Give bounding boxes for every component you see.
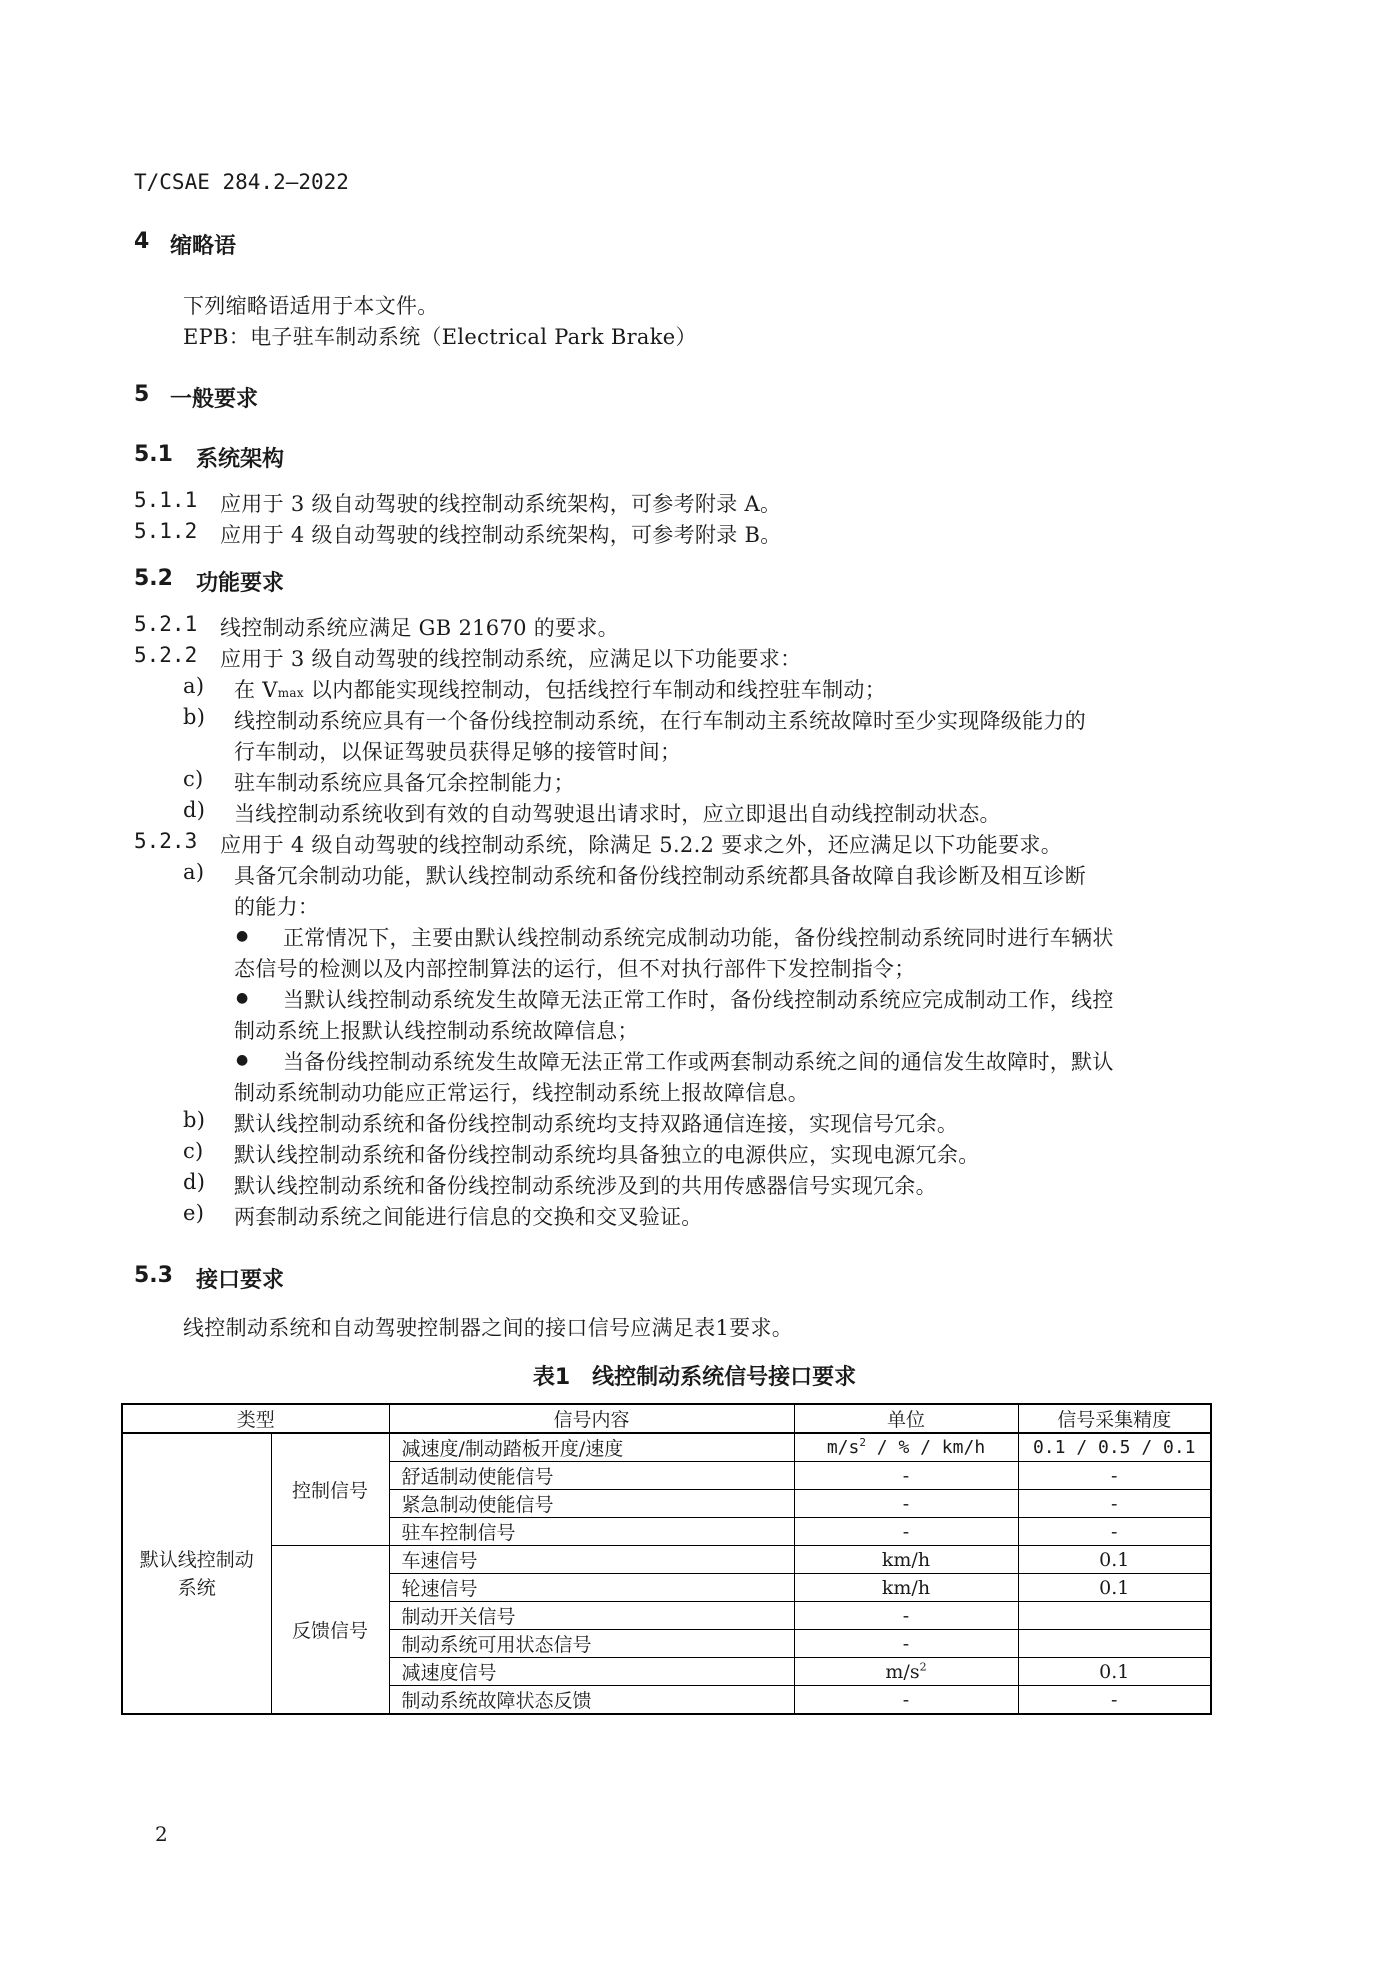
- table-row: [122, 1546, 1211, 1574]
- subtype-control-cell: 控制信号: [271, 1433, 389, 1546]
- section-4-paragraph-1: 下列缩略语适用于本文件。: [183, 294, 439, 318]
- table-header-row: [122, 1404, 1211, 1433]
- signal-cell: 驻车控制信号: [389, 1518, 794, 1546]
- bullet-text: 正常情况下，主要由默认线控制动系统完成制动功能，备份线控制动系统同时进行车辆状: [283, 926, 1114, 950]
- section-5-1-number: 5.1: [134, 442, 173, 467]
- list-item-marker: a): [183, 860, 205, 884]
- precision-cell: -: [1018, 1490, 1211, 1518]
- bullet-text-continued: 制动系统上报默认线控制动系统故障信息；: [234, 1019, 639, 1043]
- list-item-marker: e): [183, 1201, 205, 1225]
- precision-cell: 0.1: [1018, 1546, 1211, 1574]
- clause-5-2-2-number: 5.2.2: [134, 643, 198, 667]
- signal-cell: 紧急制动使能信号: [389, 1490, 794, 1518]
- signal-cell: 舒适制动使能信号: [389, 1462, 794, 1490]
- section-5-3-title: 接口要求: [196, 1268, 285, 1293]
- unit-cell: -: [794, 1518, 1018, 1546]
- list-item-text-continued: 行车制动，以保证驾驶员获得足够的接管时间；: [234, 740, 682, 764]
- clause-5-1-1-number: 5.1.1: [134, 488, 198, 512]
- section-5-1-title: 系统架构: [196, 447, 285, 472]
- type-group-cell: [122, 1433, 271, 1714]
- clause-5-1-2-number: 5.1.2: [134, 519, 198, 543]
- clause-5-2-3-text: 应用于 4 级自动驾驶的线控制动系统，除满足 5.2.2 要求之外，还应满足以下功能要求。: [220, 833, 1062, 857]
- unit-cell: -: [794, 1490, 1018, 1518]
- list-item-text: 当线控制动系统收到有效的自动驾驶退出请求时，应立即退出自动线控制动状态。: [234, 802, 1001, 826]
- signal-cell: 车速信号: [389, 1546, 794, 1574]
- list-item-marker: d): [183, 1170, 206, 1194]
- unit-cell: $m/s^2$ / % / km/h: [794, 1433, 1018, 1462]
- column-header-precision: 信号采集精度: [1018, 1404, 1211, 1433]
- list-item-marker: c): [183, 1139, 204, 1163]
- signal-cell: 制动开关信号: [389, 1602, 794, 1630]
- bullet-text-continued: 态信号的检测以及内部控制算法的运行，但不对执行部件下发控制指令；: [234, 957, 916, 981]
- unit-cell: km/h: [794, 1546, 1018, 1574]
- list-item-text: 两套制动系统之间能进行信息的交换和交叉验证。: [234, 1205, 703, 1229]
- unit-cell: -: [794, 1462, 1018, 1490]
- list-item-text-continued: 的能力：: [234, 895, 320, 919]
- section-4-number: 4: [134, 229, 150, 254]
- unit-cell: -: [794, 1686, 1018, 1715]
- clause-5-2-3-number: 5.2.3: [134, 829, 198, 853]
- unit-cell: $m/s^2$: [794, 1658, 1018, 1686]
- list-item-text: 默认线控制动系统和备份线控制动系统涉及到的共用传感器信号实现冗余。: [234, 1174, 937, 1198]
- bullet-icon: ●: [236, 928, 249, 944]
- list-item-text: 在 Vmax 以内都能实现线控制动，包括线控行车制动和线控驻车制动；: [234, 678, 887, 702]
- document-code: T/CSAE 284.2—2022: [134, 170, 349, 194]
- section-5-number: 5: [134, 382, 150, 407]
- bullet-icon: ●: [236, 1052, 249, 1068]
- clause-5-2-1-text: 线控制动系统应满足 GB 21670 的要求。: [220, 616, 619, 640]
- section-5-3-number: 5.3: [134, 1263, 173, 1288]
- list-item-marker: c): [183, 767, 204, 791]
- precision-cell: [1018, 1602, 1211, 1630]
- clause-5-2-2-text: 应用于 3 级自动驾驶的线控制动系统，应满足以下功能要求：: [220, 647, 802, 671]
- list-item-text: 驻车制动系统应具备冗余控制能力；: [234, 771, 575, 795]
- precision-cell: [1018, 1630, 1211, 1658]
- table-caption: 表1 线控制动系统信号接口要求: [532, 1365, 857, 1390]
- list-item-text: 默认线控制动系统和备份线控制动系统均具备独立的电源供应，实现电源冗余。: [234, 1143, 980, 1167]
- clause-5-1-1-text: 应用于 3 级自动驾驶的线控制动系统架构，可参考附录 A。: [220, 492, 782, 516]
- list-item-text: 默认线控制动系统和备份线控制动系统均支持双路通信连接，实现信号冗余。: [234, 1112, 959, 1136]
- signal-cell: 减速度信号: [389, 1658, 794, 1686]
- list-item-text: 具备冗余制动功能，默认线控制动系统和备份线控制动系统都具备故障自我诊断及相互诊断: [234, 864, 1086, 888]
- type-group-label: 默认线控制动系统: [139, 1548, 254, 1599]
- signal-cell: 轮速信号: [389, 1574, 794, 1602]
- column-header-signal: 信号内容: [389, 1404, 794, 1433]
- precision-cell: -: [1018, 1518, 1211, 1546]
- subtype-feedback-cell: 反馈信号: [271, 1546, 389, 1715]
- signal-cell: 制动系统故障状态反馈: [389, 1686, 794, 1715]
- bullet-icon: ●: [236, 990, 249, 1006]
- list-item-marker: d): [183, 798, 206, 822]
- signal-cell: 减速度/制动踏板开度/速度: [389, 1433, 794, 1462]
- precision-cell: -: [1018, 1686, 1211, 1715]
- precision-cell: 0.1 / 0.5 / 0.1: [1018, 1433, 1211, 1462]
- section-5-title: 一般要求: [170, 387, 259, 412]
- list-item-marker: b): [183, 1108, 206, 1132]
- bullet-text: 当默认线控制动系统发生故障无法正常工作时，备份线控制动系统应完成制动工作，线控: [283, 988, 1114, 1012]
- precision-cell: -: [1018, 1462, 1211, 1490]
- bullet-text: 当备份线控制动系统发生故障无法正常工作或两套制动系统之间的通信发生故障时，默认: [283, 1050, 1114, 1074]
- column-header-type: 类型: [122, 1404, 389, 1433]
- section-5-3-paragraph: 线控制动系统和自动驾驶控制器之间的接口信号应满足表1要求。: [183, 1316, 794, 1340]
- section-5-2-title: 功能要求: [196, 571, 285, 596]
- table-row: [122, 1433, 1211, 1462]
- list-item-marker: a): [183, 674, 205, 698]
- precision-cell: 0.1: [1018, 1574, 1211, 1602]
- section-4-title: 缩略语: [170, 234, 237, 259]
- unit-cell: -: [794, 1630, 1018, 1658]
- page-number: 2: [155, 1822, 168, 1846]
- signal-cell: 制动系统可用状态信号: [389, 1630, 794, 1658]
- precision-cell: 0.1: [1018, 1658, 1211, 1686]
- clause-5-2-1-number: 5.2.1: [134, 612, 198, 636]
- section-4-paragraph-2: EPB：电子驻车制动系统（Electrical Park Brake）: [183, 325, 697, 349]
- bullet-text-continued: 制动系统制动功能应正常运行，线控制动系统上报故障信息。: [234, 1081, 810, 1105]
- list-item-text: 线控制动系统应具有一个备份线控制动系统，在行车制动主系统故障时至少实现降级能力的: [234, 709, 1086, 733]
- list-item-marker: b): [183, 705, 206, 729]
- signal-interface-table: [121, 1403, 1212, 1715]
- clause-5-1-2-text: 应用于 4 级自动驾驶的线控制动系统架构，可参考附录 B。: [220, 523, 782, 547]
- unit-cell: -: [794, 1602, 1018, 1630]
- unit-cell: km/h: [794, 1574, 1018, 1602]
- column-header-unit: 单位: [794, 1404, 1018, 1433]
- section-5-2-number: 5.2: [134, 566, 173, 591]
